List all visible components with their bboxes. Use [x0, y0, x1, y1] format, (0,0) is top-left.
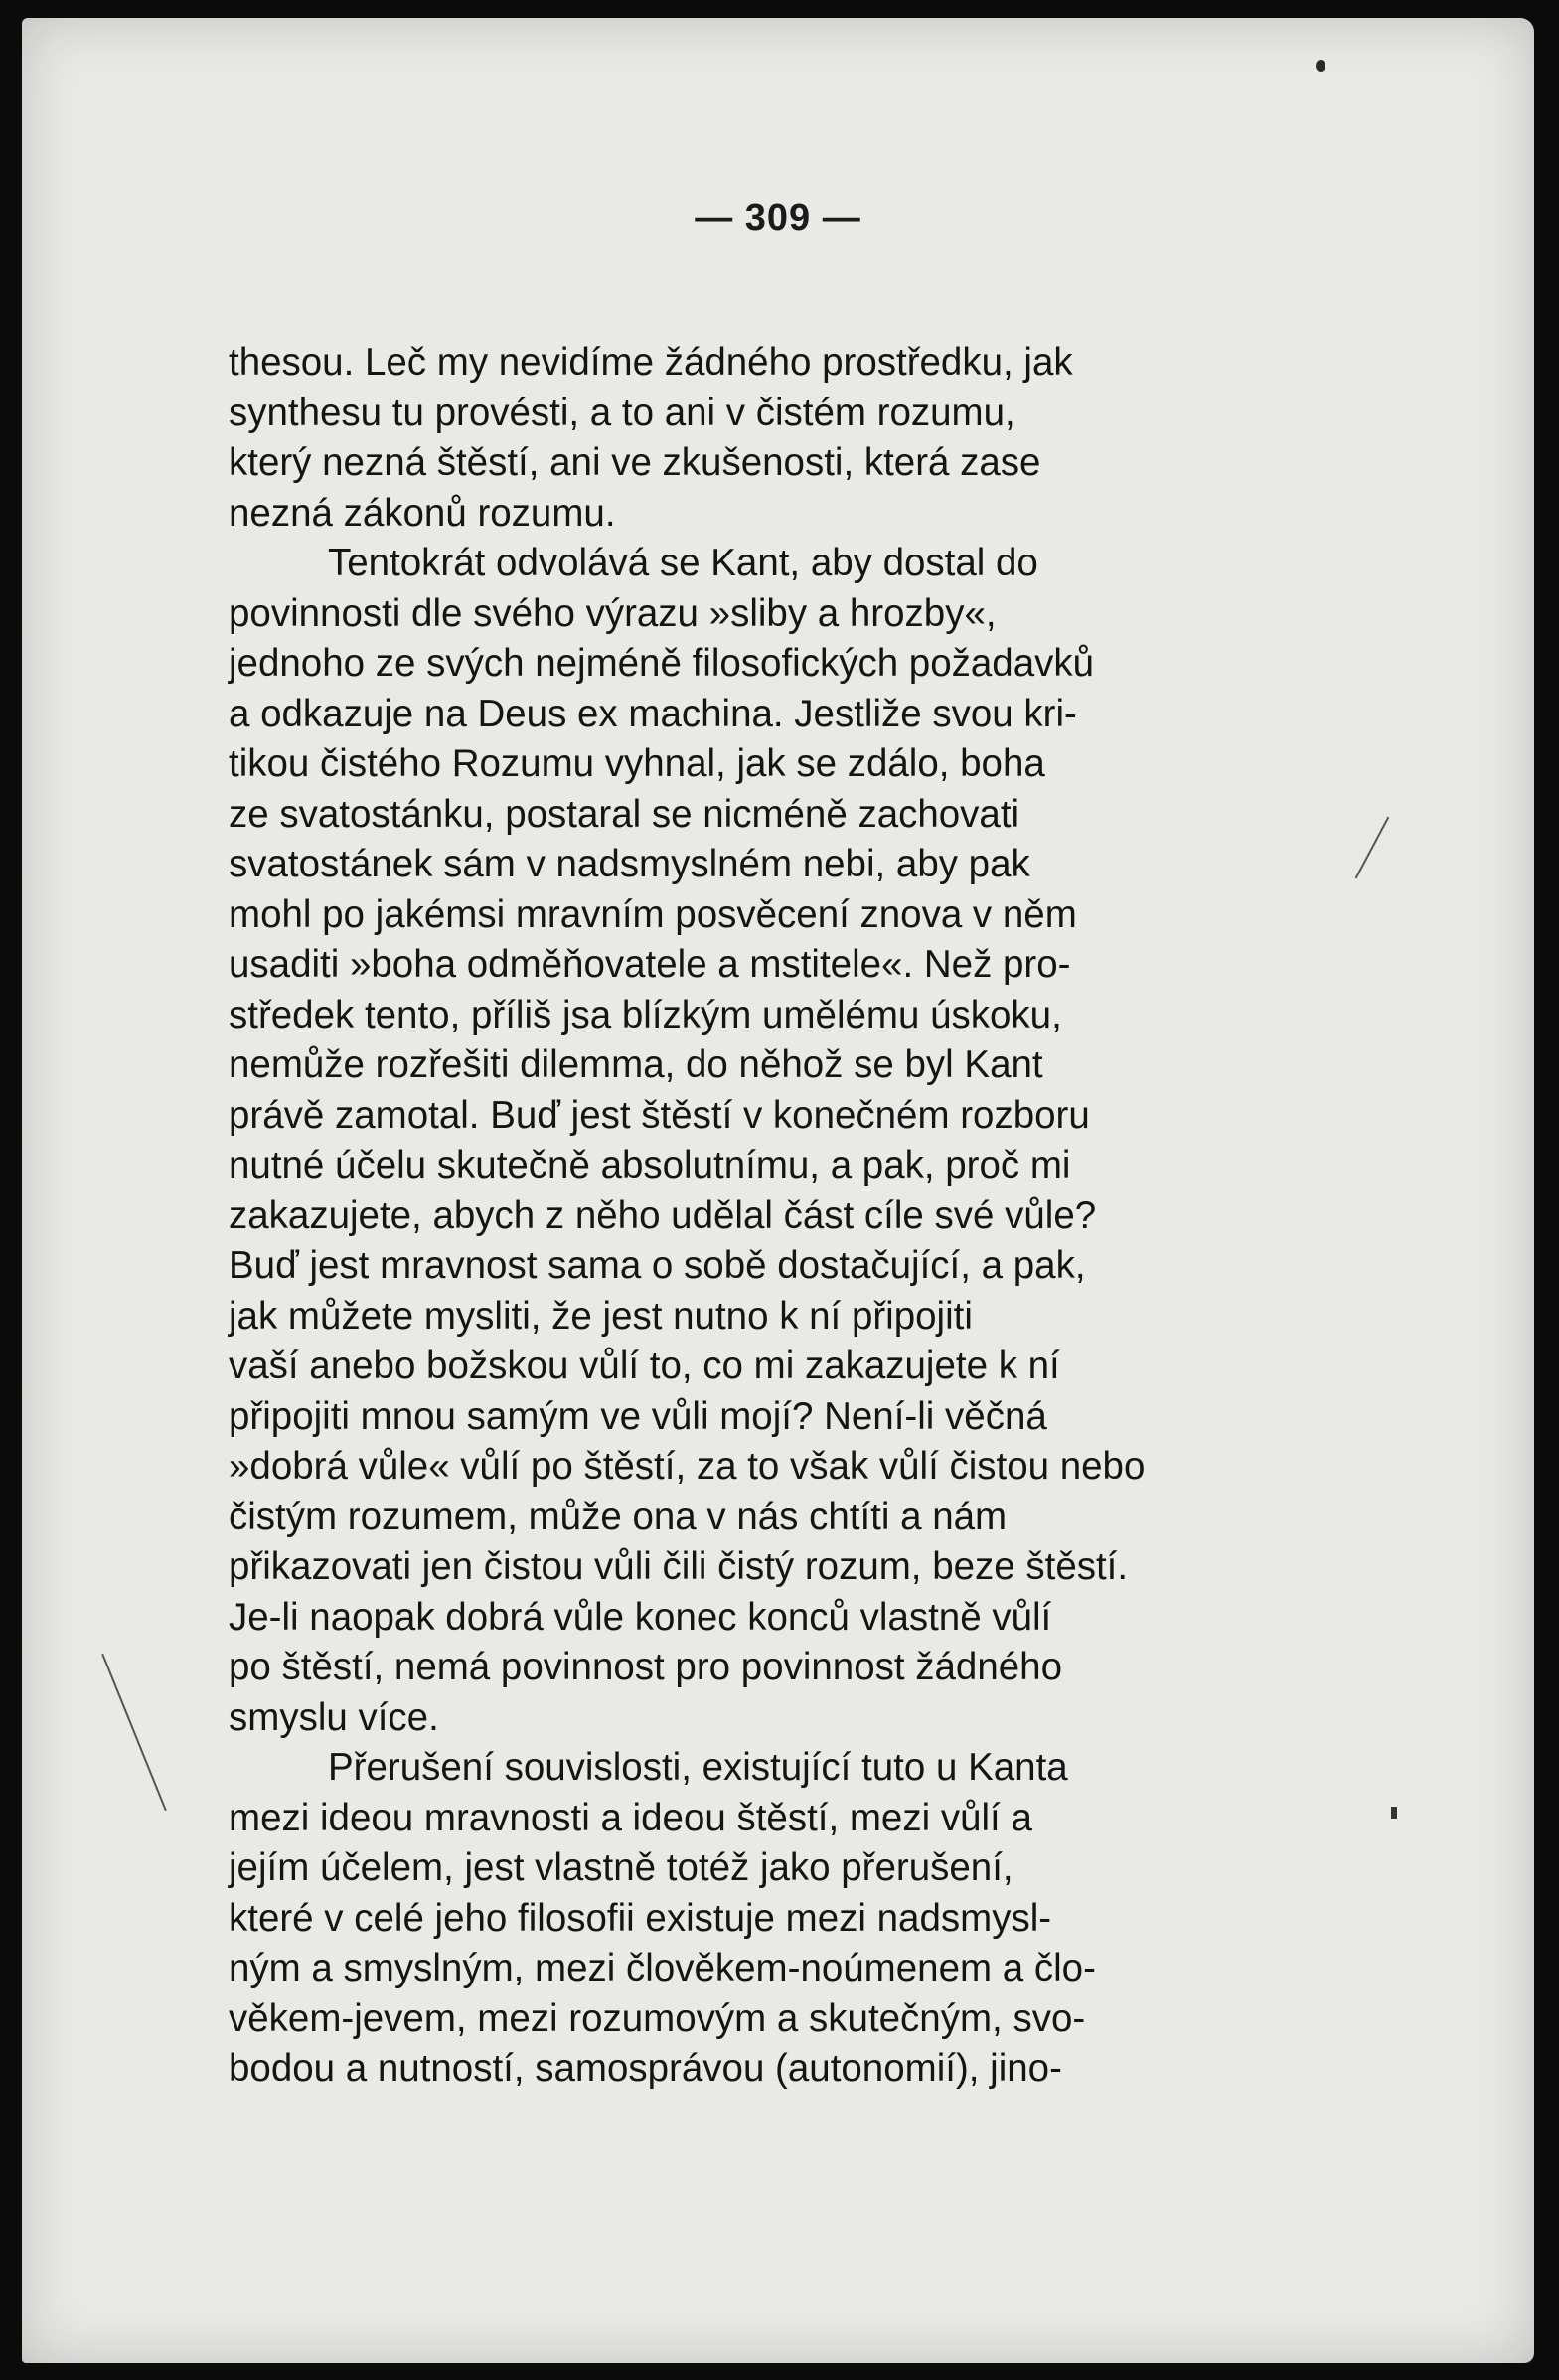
text-line: věkem-jevem, mezi rozumovým a skutečným, svo- [229, 1996, 1086, 2040]
text-line: ze svatostánku, postaral se nicméně zachovati [229, 792, 1020, 836]
text-line: tikou čistého Rozumu vyhnal, jak se zdálo, boha [229, 742, 1045, 785]
scan-speck [1391, 1807, 1397, 1819]
page-number: — 309 — [695, 197, 861, 238]
text-line: Tentokrát odvolává se Kant, aby dostal do [328, 542, 1038, 584]
scan-stroke [1355, 817, 1390, 879]
scan-speck [1316, 60, 1325, 72]
text-line: zakazujete, abych z něho udělal část cíle své vůle? [229, 1193, 1097, 1237]
text-line: čistým rozumem, může ona v nás chtíti a nám [229, 1495, 1008, 1538]
text-line: mohl po jakémsi mravním posvěcení znova v něm [229, 892, 1077, 936]
text-line: thesou. Leč my nevidíme žádného prostředku, jak [229, 341, 1073, 384]
text-line: které v celé jeho filosofii existuje mezi nadsmysl- [229, 1896, 1052, 1940]
text-line: Přerušení souvislosti, existující tuto u Kanta [328, 1746, 1068, 1789]
text-line: usaditi »boha odměňovatele a mstitele«. Než pro- [229, 943, 1071, 986]
text-line: středek tento, příliš jsa blízkým umělému úskoku, [229, 993, 1062, 1036]
scan-stroke [101, 1654, 167, 1811]
text-line: nutné účelu skutečně absolutnímu, a pak, proč mi [229, 1144, 1071, 1187]
text-line: Buď jest mravnost sama o sobě dostačující, a pak, [229, 1244, 1086, 1287]
book-page [22, 18, 1534, 2363]
text-line: mezi ideou mravnosti a ideou štěstí, mezi vůlí a [229, 1796, 1032, 1839]
text-line: smyslu více. [229, 1695, 439, 1739]
text-line: svatostánek sám v nadsmyslném nebi, aby pak [229, 843, 1030, 885]
body-text [229, 338, 1333, 2095]
text-line: přikazovati jen čistou vůli čili čistý rozum, beze štěstí. [229, 1545, 1129, 1588]
text-line: jak můžete mysliti, že jest nutno k ní připojiti [229, 1294, 973, 1338]
text-line: jednoho ze svých nejméně filosofických požadavků [229, 642, 1095, 685]
text-line: Je-li naopak dobrá vůle konec konců vlastně vůlí [229, 1595, 1052, 1639]
text-line: který nezná štěstí, ani ve zkušenosti, která zase [229, 441, 1041, 484]
text-line: nezná zákonů rozumu. [229, 491, 616, 535]
text-line: připojiti mnou samým ve vůli mojí? Není-li věčná [229, 1394, 1047, 1438]
text-line: povinnosti dle svého výrazu »sliby a hrozby«, [229, 591, 997, 635]
text-line: »dobrá vůle« vůlí po štěstí, za to však vůlí čistou nebo [229, 1445, 1146, 1488]
text-line: ným a smyslným, mezi člověkem-noúmenem a člo- [229, 1947, 1096, 1989]
text-line: a odkazuje na Deus ex machina. Jestliže svou kri- [229, 692, 1077, 735]
text-line: po štěstí, nemá povinnost pro povinnost žádného [229, 1646, 1062, 1688]
text-line: nemůže rozřešiti dilemma, do něhož se byl Kant [229, 1043, 1043, 1086]
text-line: vaší anebo božskou vůlí to, co mi zakazujete k ní [229, 1345, 1060, 1387]
text-line: jejím účelem, jest vlastně totéž jako přerušení, [229, 1846, 1013, 1889]
text-line: právě zamotal. Buď jest štěstí v konečném rozboru [229, 1093, 1090, 1137]
text-line: synthesu tu provésti, a to ani v čistém rozumu, [229, 391, 1015, 434]
text-line: bodou a nutností, samosprávou (autonomií), jino- [229, 2047, 1062, 2090]
